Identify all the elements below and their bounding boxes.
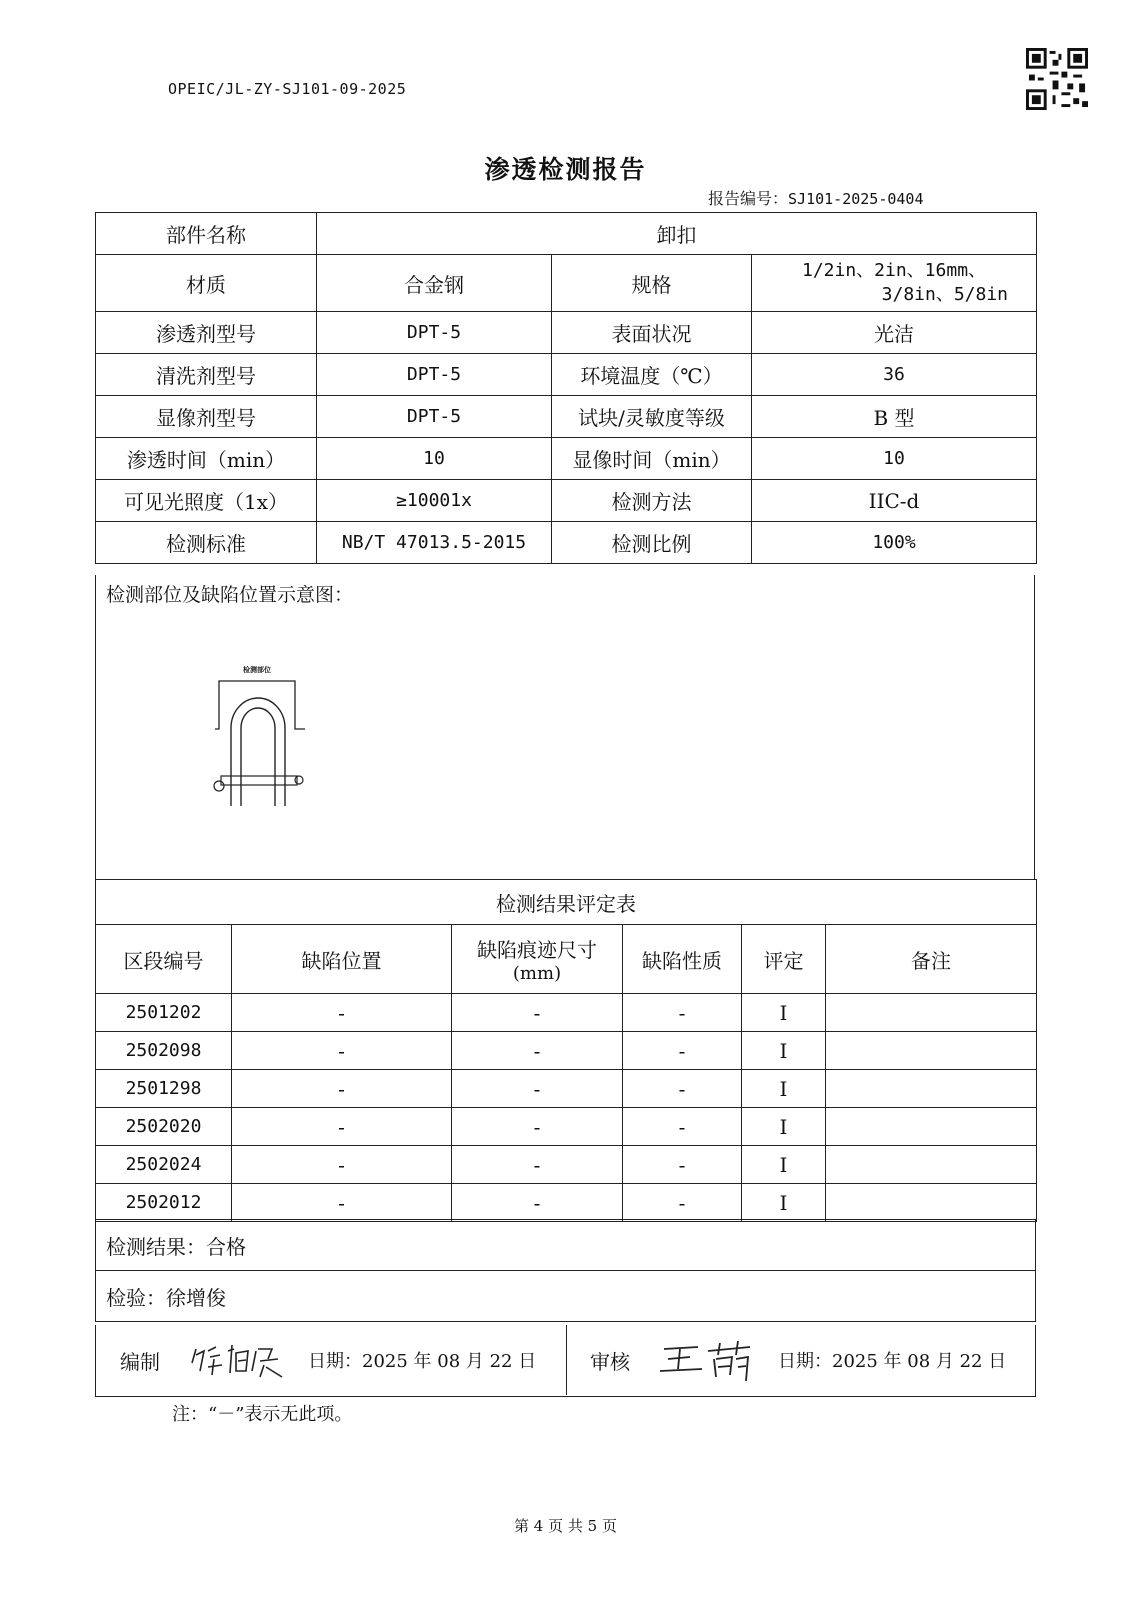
material-value: 合金钢 — [317, 255, 552, 312]
segment-id: 2502012 — [96, 1184, 232, 1222]
defect-size: - — [452, 994, 623, 1032]
temperature-label: 环境温度（℃） — [552, 354, 752, 396]
defect-nature: - — [623, 1070, 742, 1108]
report-number-value: SJ101-2025-0404 — [788, 190, 924, 208]
method-label: 检测方法 — [552, 480, 752, 522]
defect-nature: - — [623, 994, 742, 1032]
ratio-label: 检测比例 — [552, 522, 752, 564]
col-header-remark: 备注 — [826, 925, 1037, 994]
defect-position: - — [232, 1146, 452, 1184]
defect-nature: - — [623, 1184, 742, 1222]
grade: I — [742, 1108, 826, 1146]
part-name-label: 部件名称 — [96, 213, 317, 255]
conclusion-table — [95, 1219, 1036, 1322]
reviewer-signature — [658, 1337, 758, 1383]
test-block-label: 试块/灵敏度等级 — [552, 396, 752, 438]
report-number — [708, 186, 923, 209]
footnote: 注：“－”表示无此项。 — [172, 1404, 353, 1425]
defect-position: - — [232, 1184, 452, 1222]
defect-size: - — [452, 1070, 623, 1108]
illuminance-label: 可见光照度（1x） — [96, 480, 317, 522]
defect-size: - — [452, 1146, 623, 1184]
col-header-size-unit: (mm) — [512, 963, 562, 984]
ratio-value: 100% — [752, 522, 1037, 564]
segment-id: 2502020 — [96, 1108, 232, 1146]
defect-size: - — [452, 1108, 623, 1146]
report-number-label: 报告编号： — [708, 189, 789, 208]
grade: I — [742, 994, 826, 1032]
method-value: IIC-d — [752, 480, 1037, 522]
segment-id: 2502098 — [96, 1032, 232, 1070]
reviewer-label: 审核 — [590, 1349, 630, 1374]
spec-label: 规格 — [552, 255, 752, 312]
cleaner-label: 清洗剂型号 — [96, 354, 317, 396]
spec-value — [752, 255, 1037, 312]
result-value: 合格 — [206, 1234, 246, 1259]
inspector-name: 徐增俊 — [166, 1285, 226, 1310]
result-line — [96, 1220, 1036, 1271]
defect-nature: - — [623, 1032, 742, 1070]
document-code: OPEIC/JL-ZY-SJ101-09-2025 — [168, 80, 407, 98]
inspector-label: 检验： — [106, 1285, 166, 1310]
segment-id: 2501202 — [96, 994, 232, 1032]
developer-label: 显像剂型号 — [96, 396, 317, 438]
remark — [826, 1032, 1037, 1070]
compiler-section — [96, 1325, 567, 1395]
col-header-grade: 评定 — [742, 925, 826, 994]
remark — [826, 1070, 1037, 1108]
standard-value: NB/T 47013.5-2015 — [317, 522, 552, 564]
spec-line-2: 3/8in、5/8in — [881, 284, 1009, 305]
penetration-time-value: 10 — [317, 438, 552, 480]
review-date: 日期：2025 年 08 月 22 日 — [778, 1351, 1007, 1372]
diagram-label: 检测部位及缺陷位置示意图： — [106, 584, 354, 606]
development-time-value: 10 — [752, 438, 1037, 480]
segment-id: 2502024 — [96, 1146, 232, 1184]
col-header-position: 缺陷位置 — [232, 925, 452, 994]
compiler-signature — [188, 1337, 288, 1383]
surface-value: 光洁 — [752, 312, 1037, 354]
table-row — [96, 1108, 1037, 1146]
inspection-info-table — [95, 212, 1037, 564]
defect-nature: - — [623, 1146, 742, 1184]
defect-position: - — [232, 1032, 452, 1070]
grade: I — [742, 1070, 826, 1108]
segment-id: 2501298 — [96, 1070, 232, 1108]
col-header-nature: 缺陷性质 — [623, 925, 742, 994]
defect-nature: - — [623, 1108, 742, 1146]
development-time-label: 显像时间（min） — [552, 438, 752, 480]
illuminance-value: ≥10001x — [317, 480, 552, 522]
penetrant-value: DPT-5 — [317, 312, 552, 354]
developer-value: DPT-5 — [317, 396, 552, 438]
remark — [826, 994, 1037, 1032]
reviewer-section — [566, 1325, 1035, 1395]
defect-position: - — [232, 1108, 452, 1146]
material-label: 材质 — [96, 255, 317, 312]
table-row — [96, 1032, 1037, 1070]
shackle-diagram — [205, 666, 330, 826]
defect-position: - — [232, 1070, 452, 1108]
compiler-label: 编制 — [120, 1349, 160, 1374]
table-row — [96, 994, 1037, 1032]
qr-code-icon — [1026, 48, 1088, 110]
table-row — [96, 1070, 1037, 1108]
remark — [826, 1146, 1037, 1184]
test-block-value: B 型 — [752, 396, 1037, 438]
remark — [826, 1184, 1037, 1222]
penetrant-label: 渗透剂型号 — [96, 312, 317, 354]
signature-row — [95, 1325, 1036, 1397]
col-header-segment: 区段编号 — [96, 925, 232, 994]
report-title: 渗透检测报告 — [484, 155, 647, 184]
remark — [826, 1108, 1037, 1146]
grade: I — [742, 1184, 826, 1222]
grade: I — [742, 1032, 826, 1070]
results-table — [95, 879, 1037, 1222]
part-name-value: 卸扣 — [317, 213, 1037, 255]
col-header-size — [452, 925, 623, 994]
compile-date: 日期：2025 年 08 月 22 日 — [308, 1351, 537, 1372]
penetration-time-label: 渗透时间（min） — [96, 438, 317, 480]
cleaner-value: DPT-5 — [317, 354, 552, 396]
grade: I — [742, 1146, 826, 1184]
result-label: 检测结果： — [106, 1234, 206, 1259]
inspection-area-label: 检测部位 — [243, 666, 271, 674]
defect-size: - — [452, 1184, 623, 1222]
table-row — [96, 1146, 1037, 1184]
table-row — [96, 1184, 1037, 1222]
inspector-line — [96, 1271, 1036, 1322]
surface-label: 表面状况 — [552, 312, 752, 354]
defect-size: - — [452, 1032, 623, 1070]
page-number: 第 4 页 共 5 页 — [514, 1517, 617, 1535]
spec-line-1: 1/2in、2in、16mm、 — [801, 260, 987, 281]
defect-position: - — [232, 994, 452, 1032]
col-header-size-text: 缺陷痕迹尺寸 — [477, 938, 597, 962]
standard-label: 检测标准 — [96, 522, 317, 564]
temperature-value: 36 — [752, 354, 1037, 396]
results-title: 检测结果评定表 — [96, 880, 1037, 925]
